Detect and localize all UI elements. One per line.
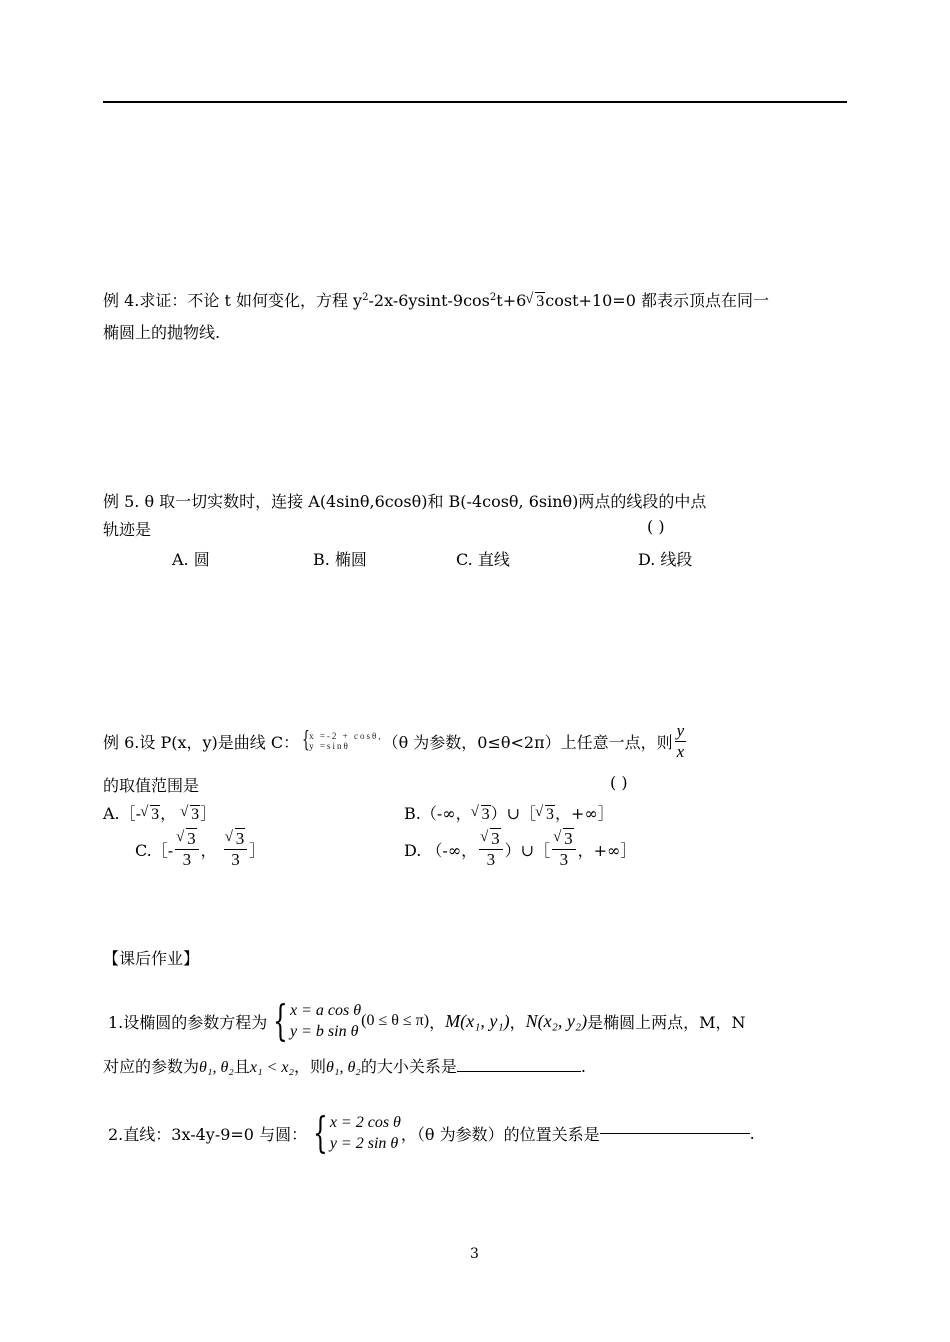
page-number: 3 [470, 1246, 479, 1262]
sqrt-3: √ 3 [526, 293, 545, 311]
example5-option-a: A. 圆 [172, 550, 210, 569]
circle-param-system: { x = 2 cos θ y = 2 sin θ [313, 1108, 401, 1157]
example6-answer-paren: ( ) [610, 773, 628, 792]
example5-line1: 例 5. θ 取一切实数时，连接 A(4sinθ,6cosθ)和 B(-4cosθ, 6sinθ)两点的线段的中点 [103, 492, 707, 511]
example4-line2: 椭圆上的抛物线. [103, 323, 221, 342]
example6-option-b: B.（-∞，√ 3）∪［√ 3，+∞］ [404, 801, 614, 824]
example6-line1: 例 6 .设 P(x，y)是曲线 C： { x =-2 + cosθ, y =sinθ （θ 为参数，0≤θ<2π）上任意一点，则 $\frac{y}{x}$ [103, 720, 685, 761]
example5-option-b: B. 椭圆 [313, 550, 367, 569]
example6-line2: 的取值范围是 [103, 776, 200, 795]
homework-q1-line2: 对应的参数为θ₁, θ₂且x₁ < x₂，则θ₁, θ₂的大小关系是 . [103, 1057, 586, 1076]
example6-option-d: D. （-∞， √ $\frac{3}{3}$ ）∪［ √ $\frac{3}{3}$ ，+∞］ [404, 829, 636, 870]
example4-line1: 例 4.求证：不论 t 如何变化，方程 $y^2-2x-6ysint-9\cos^2t+6√$ 3cost+10=0 都表示顶点在同一 [103, 288, 769, 311]
curve-system: { x =-2 + cosθ, y =sinθ [302, 728, 383, 753]
example6-option-c: C.［- √ $\frac{3}{3}$ ， √ $\frac{3}{3}$ ］ [135, 829, 265, 870]
fraction-y-over-x: $\frac{y}{x}$ [676, 720, 685, 761]
example5-option-d: D. 线段 [638, 550, 693, 569]
example6-label: 例 6 [103, 732, 135, 752]
example6-option-a: A.［-√ 3， √ 3］ [103, 801, 216, 824]
homework-heading: 【课后作业】 [103, 949, 200, 968]
homework-q2-line: 2.直线：3x-4y-9=0 与圆： { x = 2 cos θ y = 2 sin θ ，（θ 为参数）的位置关系是 . [108, 1108, 755, 1157]
q2-answer-blank[interactable] [600, 1133, 750, 1134]
example4-label: 例 4 [103, 291, 135, 310]
ellipse-param-system: { x = a cos θ y = b sin θ [273, 996, 362, 1045]
example5-option-c: C. 直线 [456, 550, 510, 569]
example5-line2: 轨迹是 [103, 520, 152, 539]
example5-answer-paren: ( ) [647, 517, 665, 536]
q1-answer-blank[interactable] [457, 1071, 581, 1072]
example5-label: 例 5 [103, 492, 135, 511]
header-rule [103, 101, 847, 103]
homework-q1-line1: 1.设椭圆的参数方程为 { x = a cos θ y = b sin θ (0 ≤ θ ≤ π) ， M(x₁, y₁) ， N(x₂, y₂) 是椭圆上两点，M，N [108, 996, 746, 1045]
